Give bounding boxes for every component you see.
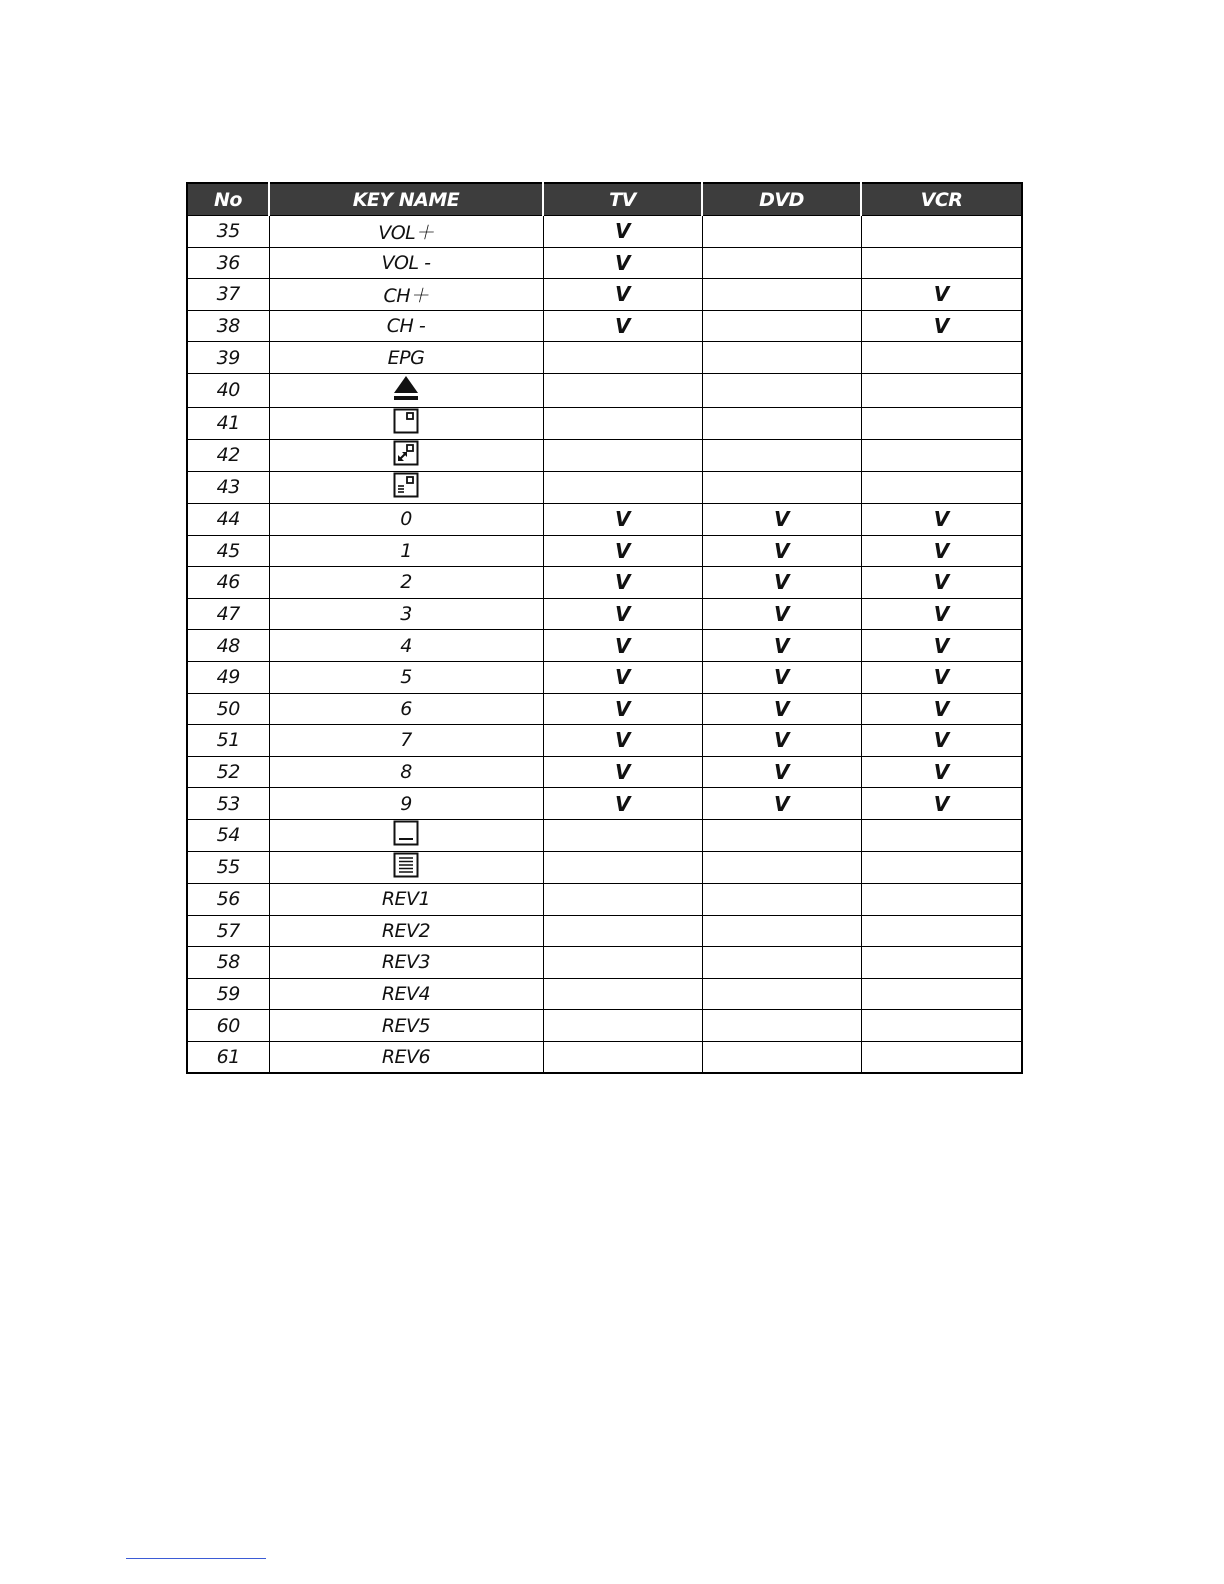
cell-tv-support: V	[543, 693, 702, 725]
cell-tv-support	[543, 883, 702, 915]
cell-tv-support: V	[543, 216, 702, 248]
cell-key-name: EPG	[269, 342, 543, 374]
cell-key-name: 9	[269, 788, 543, 820]
cell-dvd-support: V	[702, 503, 861, 535]
cell-dvd-support	[702, 851, 861, 883]
cell-tv-support: V	[543, 535, 702, 567]
cell-tv-support	[543, 851, 702, 883]
cell-vcr-support: V	[861, 788, 1022, 820]
cell-no: 61	[187, 1041, 269, 1073]
cell-key-name: VOL＋	[269, 216, 543, 248]
table-row	[187, 407, 1022, 439]
cell-key-name: 1	[269, 535, 543, 567]
table-row	[187, 535, 1022, 567]
cell-tv-support: V	[543, 756, 702, 788]
cell-key-name: REV2	[269, 915, 543, 947]
cell-tv-support	[543, 915, 702, 947]
table-row	[187, 725, 1022, 757]
cell-tv-support: V	[543, 567, 702, 599]
cell-no: 41	[187, 407, 269, 439]
table-row	[187, 247, 1022, 279]
teletext-icon	[393, 852, 419, 883]
cell-key-name: 5	[269, 661, 543, 693]
cell-tv-support: V	[543, 310, 702, 342]
cell-no: 35	[187, 216, 269, 248]
cell-vcr-support: V	[861, 725, 1022, 757]
cell-vcr-support	[861, 342, 1022, 374]
table-row	[187, 310, 1022, 342]
cell-vcr-support	[861, 439, 1022, 471]
cell-tv-support: V	[543, 630, 702, 662]
cell-dvd-support	[702, 310, 861, 342]
cell-dvd-support	[702, 978, 861, 1010]
cell-vcr-support	[861, 947, 1022, 979]
table-row	[187, 598, 1022, 630]
cell-no: 45	[187, 535, 269, 567]
table-row	[187, 947, 1022, 979]
cell-dvd-support	[702, 407, 861, 439]
cell-tv-support	[543, 407, 702, 439]
cell-vcr-support	[861, 471, 1022, 503]
table-row	[187, 1010, 1022, 1042]
cell-key-name: 3	[269, 598, 543, 630]
cell-vcr-support	[861, 373, 1022, 407]
cell-vcr-support: V	[861, 598, 1022, 630]
cell-dvd-support	[702, 471, 861, 503]
cell-dvd-support: V	[702, 567, 861, 599]
cell-dvd-support	[702, 373, 861, 407]
cell-tv-support: V	[543, 788, 702, 820]
cell-no: 44	[187, 503, 269, 535]
cell-key-name	[269, 439, 543, 471]
cell-dvd-support: V	[702, 661, 861, 693]
cell-tv-support: V	[543, 661, 702, 693]
table-row	[187, 373, 1022, 407]
cell-vcr-support	[861, 819, 1022, 851]
table-row	[187, 788, 1022, 820]
cell-key-name: 0	[269, 503, 543, 535]
cell-no: 38	[187, 310, 269, 342]
cell-no: 50	[187, 693, 269, 725]
cell-no: 43	[187, 471, 269, 503]
cell-key-name: REV5	[269, 1010, 543, 1042]
cell-no: 48	[187, 630, 269, 662]
cell-dvd-support	[702, 1010, 861, 1042]
cell-no: 55	[187, 851, 269, 883]
table-row	[187, 661, 1022, 693]
table-row	[187, 819, 1022, 851]
header-vcr: VCR	[861, 183, 1022, 216]
cell-key-name: 7	[269, 725, 543, 757]
footnote-separator	[126, 1558, 266, 1559]
cell-no: 59	[187, 978, 269, 1010]
cell-tv-support	[543, 439, 702, 471]
table-row	[187, 883, 1022, 915]
cell-tv-support	[543, 947, 702, 979]
pip-icon	[393, 408, 419, 439]
cell-vcr-support: V	[861, 310, 1022, 342]
cell-vcr-support	[861, 1041, 1022, 1073]
table-row	[187, 693, 1022, 725]
cell-dvd-support: V	[702, 756, 861, 788]
cell-vcr-support	[861, 978, 1022, 1010]
cell-dvd-support	[702, 1041, 861, 1073]
cell-key-name: 2	[269, 567, 543, 599]
cell-key-name: 8	[269, 756, 543, 788]
cell-no: 53	[187, 788, 269, 820]
cell-key-name	[269, 819, 543, 851]
cell-no: 39	[187, 342, 269, 374]
cell-key-name: 6	[269, 693, 543, 725]
cell-no: 57	[187, 915, 269, 947]
cell-no: 42	[187, 439, 269, 471]
cell-vcr-support: V	[861, 535, 1022, 567]
cell-tv-support: V	[543, 247, 702, 279]
cell-no: 49	[187, 661, 269, 693]
cell-no: 47	[187, 598, 269, 630]
cell-dvd-support	[702, 216, 861, 248]
cell-no: 52	[187, 756, 269, 788]
cell-key-name	[269, 851, 543, 883]
cell-tv-support	[543, 471, 702, 503]
cell-vcr-support: V	[861, 567, 1022, 599]
pip-text-icon	[393, 472, 419, 503]
cell-no: 56	[187, 883, 269, 915]
cell-vcr-support: V	[861, 661, 1022, 693]
cell-no: 58	[187, 947, 269, 979]
cell-tv-support	[543, 1041, 702, 1073]
table-row	[187, 756, 1022, 788]
cell-key-name: REV1	[269, 883, 543, 915]
cell-no: 46	[187, 567, 269, 599]
cell-no: 37	[187, 279, 269, 311]
table-row	[187, 567, 1022, 599]
header-tv: TV	[543, 183, 702, 216]
cell-key-name	[269, 373, 543, 407]
table-row	[187, 1041, 1022, 1073]
cell-tv-support	[543, 978, 702, 1010]
header-key-name: KEY NAME	[269, 183, 543, 216]
table-row	[187, 216, 1022, 248]
cell-dvd-support: V	[702, 598, 861, 630]
table-header-row	[187, 183, 1022, 216]
cell-vcr-support	[861, 851, 1022, 883]
cell-dvd-support	[702, 883, 861, 915]
subtitle-icon	[393, 820, 419, 851]
cell-tv-support	[543, 342, 702, 374]
cell-vcr-support	[861, 216, 1022, 248]
cell-dvd-support	[702, 819, 861, 851]
table-row	[187, 915, 1022, 947]
cell-vcr-support	[861, 883, 1022, 915]
cell-vcr-support: V	[861, 503, 1022, 535]
cell-key-name	[269, 471, 543, 503]
cell-dvd-support	[702, 247, 861, 279]
table-row	[187, 851, 1022, 883]
cell-no: 36	[187, 247, 269, 279]
cell-dvd-support: V	[702, 535, 861, 567]
eject-icon	[392, 374, 420, 407]
pip-size-icon	[393, 440, 419, 471]
cell-tv-support	[543, 1010, 702, 1042]
cell-no: 54	[187, 819, 269, 851]
cell-key-name: VOL -	[269, 247, 543, 279]
cell-vcr-support	[861, 915, 1022, 947]
cell-tv-support: V	[543, 279, 702, 311]
cell-dvd-support: V	[702, 788, 861, 820]
cell-key-name: REV6	[269, 1041, 543, 1073]
table-row	[187, 279, 1022, 311]
cell-tv-support	[543, 373, 702, 407]
cell-dvd-support	[702, 915, 861, 947]
cell-key-name: REV3	[269, 947, 543, 979]
table-row	[187, 471, 1022, 503]
cell-no: 40	[187, 373, 269, 407]
cell-tv-support: V	[543, 725, 702, 757]
cell-dvd-support: V	[702, 725, 861, 757]
cell-dvd-support	[702, 279, 861, 311]
cell-key-name: REV4	[269, 978, 543, 1010]
cell-key-name: CH＋	[269, 279, 543, 311]
cell-key-name	[269, 407, 543, 439]
cell-no: 51	[187, 725, 269, 757]
cell-tv-support	[543, 819, 702, 851]
key-support-table	[186, 182, 1023, 1074]
cell-vcr-support	[861, 407, 1022, 439]
header-dvd: DVD	[702, 183, 861, 216]
cell-tv-support: V	[543, 598, 702, 630]
cell-tv-support: V	[543, 503, 702, 535]
cell-dvd-support	[702, 947, 861, 979]
cell-key-name: CH -	[269, 310, 543, 342]
header-no: No	[187, 183, 269, 216]
cell-dvd-support: V	[702, 693, 861, 725]
cell-vcr-support	[861, 1010, 1022, 1042]
cell-vcr-support: V	[861, 279, 1022, 311]
cell-dvd-support	[702, 342, 861, 374]
cell-dvd-support: V	[702, 630, 861, 662]
cell-vcr-support: V	[861, 630, 1022, 662]
table-row	[187, 978, 1022, 1010]
table-row	[187, 630, 1022, 662]
cell-vcr-support	[861, 247, 1022, 279]
cell-vcr-support: V	[861, 756, 1022, 788]
table-row	[187, 503, 1022, 535]
cell-key-name: 4	[269, 630, 543, 662]
table-row	[187, 439, 1022, 471]
cell-vcr-support: V	[861, 693, 1022, 725]
table-row	[187, 342, 1022, 374]
cell-no: 60	[187, 1010, 269, 1042]
cell-dvd-support	[702, 439, 861, 471]
